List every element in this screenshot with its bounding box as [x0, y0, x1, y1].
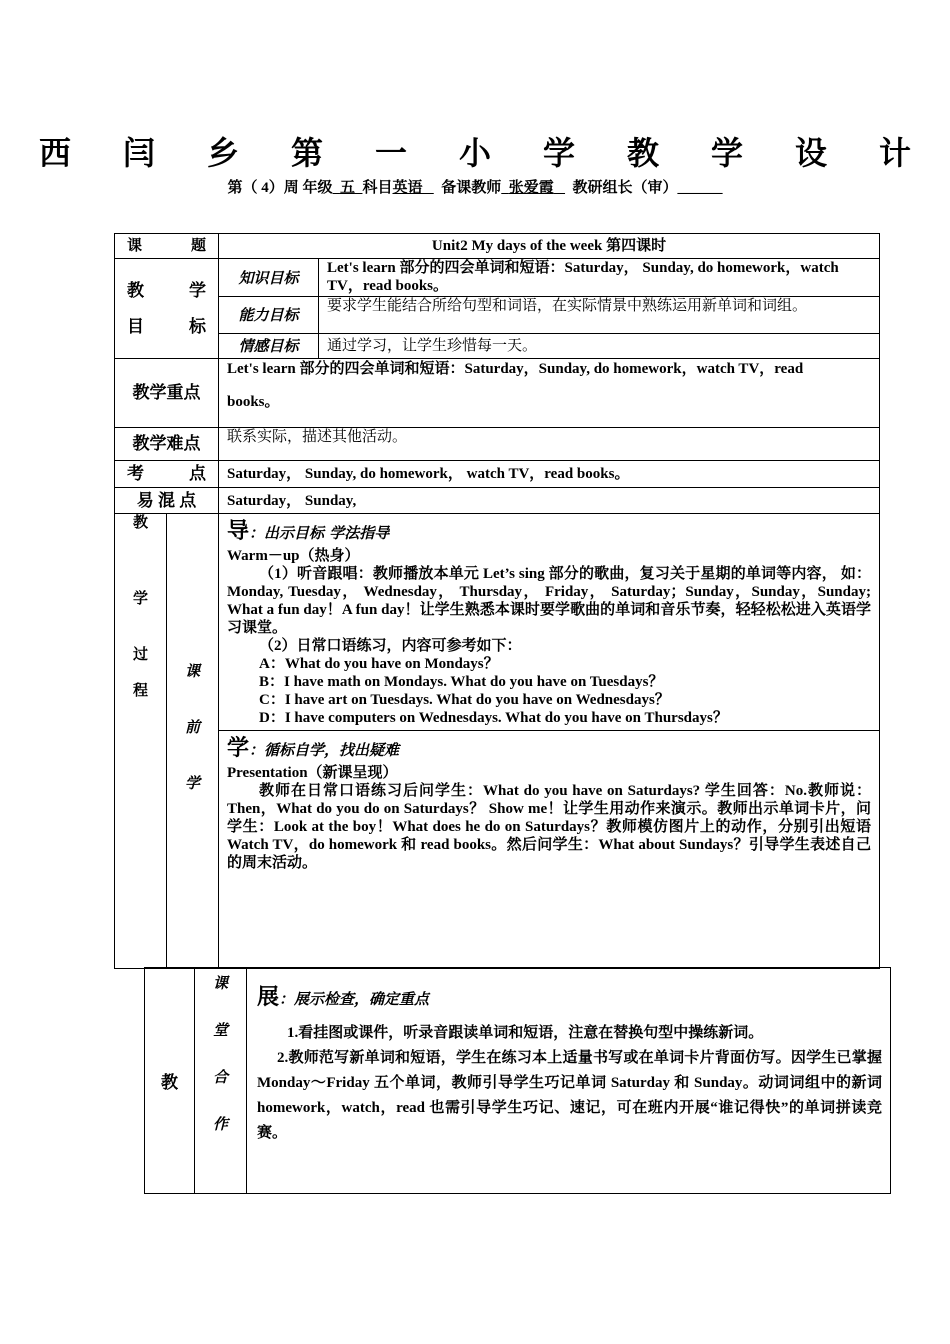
in-class-label: 课 堂 合 作 — [195, 968, 247, 1194]
show-paragraph-2: 2.教师范写新单词和短语，学生在练习本上适量书写或在单词卡片背面仿写。因学生已掌握 Monday～Friday 五个单词，教师引导学生巧记单词 Saturday 和 Sunday。动词词组中的新词 homework，watch，read 也需引导学生巧记、速记，可在班内开展“谁记得快”的单词拼读竞赛。 — [257, 1050, 882, 1141]
pre-class-label: 课 前 学 — [167, 514, 219, 969]
subject-value: 英语 — [392, 180, 423, 196]
grade-value: 五 — [339, 180, 355, 196]
knowledge-goal-text: Let's learn 部分的四会单词和短语：Saturday， Sunday, do homework，watch TV，read books。 — [319, 259, 880, 297]
ability-row — [115, 297, 880, 334]
document-title: 西 闫 乡 第 一 小 学 教 学 设 计 — [38, 135, 933, 171]
show-big-char: 展 — [257, 984, 280, 1009]
topic-label: 课 题 — [115, 234, 219, 259]
knowledge-row — [115, 259, 880, 297]
presentation-title: Presentation（新课呈现） — [227, 765, 398, 781]
guide-big-char: 导 — [227, 518, 250, 543]
teacher-label: 备课教师 — [441, 180, 502, 196]
reviewer-blank: ______ — [677, 180, 723, 196]
show-paragraph-1: 1.看挂图或课件，听录音跟读单词和短语，注意在替换句型中操练新词。 — [287, 1025, 764, 1041]
learn-big-char: 学 — [227, 735, 250, 760]
test-point-label: 考 点 — [115, 461, 219, 488]
confusing-label: 易 混 点 — [115, 488, 219, 514]
key-points-line-1: Let's learn 部分的四会单词和短语：Saturday，Sunday, do homework，watch TV，read — [227, 361, 804, 377]
guide-cell — [219, 514, 880, 731]
lesson-plan-table — [114, 233, 880, 969]
class-label: 教 — [145, 968, 195, 1194]
class-cooperation-table — [144, 967, 891, 1194]
subject-label: 科目 — [362, 180, 393, 196]
dialog-line: D：I have computers on Wednesdays. What do you have on Thursdays？ — [259, 710, 728, 726]
difficulty-label: 教学难点 — [115, 428, 219, 461]
key-points-label: 教学重点 — [115, 359, 219, 428]
emotion-row — [115, 334, 880, 359]
goals-label: 教 学 目 标 — [115, 259, 219, 359]
key-points-line-2: books。 — [227, 394, 280, 410]
key-points-row — [115, 359, 880, 428]
teacher-value: 张爱霞 — [508, 180, 554, 196]
guide-row — [115, 514, 880, 731]
guide-heading — [227, 518, 871, 547]
emotion-goal-label: 情感目标 — [219, 334, 319, 359]
key-points-text — [219, 359, 880, 428]
show-cell — [247, 968, 891, 1194]
presentation-paragraph: 教师在日常口语练习后问学生：What do you have on Saturdays? 学生回答：No.教师说：Then，What do you do on Saturdays？ Show me！让学生用动作来演示。教师出示单词卡片，问学生：Look at the boy！What does he do on Saturdays？教师模仿图片上的动作，分别引出短语 Watch TV，do homework 和 read books。然后问学生：What about Sundays？引导学生表述自己的周末活动。 — [227, 783, 871, 871]
learn-heading-text: ：循标自学，找出疑难 — [249, 741, 400, 759]
warmup-title: Warm－up（热身） — [227, 548, 360, 564]
show-heading-text: ：展示检查，确定重点 — [279, 990, 430, 1008]
ability-goal-label: 能力目标 — [219, 297, 319, 334]
ability-goal-text: 要求学生能结合所给句型和词语，在实际情景中熟练运用新单词和词组。 — [319, 297, 880, 334]
emotion-goal-text: 通过学习，让学生珍惜每一天。 — [319, 334, 880, 359]
dialog-line: C：I have art on Tuesdays. What do you have on Wednesdays？ — [259, 692, 670, 708]
test-point-row — [115, 461, 880, 488]
warmup-paragraph-1: （1）听音跟唱：教师播放本单元 Let’s sing 部分的歌曲，复习关于星期的单词等内容， 如： Monday, Tuesday， Wednesday， Thursday， Friday， Saturday；Sunday，Sunday，Sunday; What a fun day！A fun day！让学生熟悉本课时要学歌曲的单词和音乐节奏，轻轻松松进入英语学习课堂。 — [227, 566, 871, 636]
warmup-paragraph-2: （2）日常口语练习，内容可参考如下： — [259, 638, 522, 654]
dialog-line: A：What do you have on Mondays？ — [259, 656, 499, 672]
dialog-line: B：I have math on Mondays. What do you have on Tuesdays？ — [259, 674, 664, 690]
topic-value: Unit2 My days of the week 第四课时 — [219, 234, 880, 259]
reviewer-label: 教研组长（审） — [572, 180, 678, 196]
week-grade-label: 第（ 4）周 年级 — [227, 180, 333, 196]
difficulty-text: 联系实际，描述其他活动。 — [219, 428, 880, 461]
show-heading — [257, 982, 882, 1015]
confusing-row — [115, 488, 880, 514]
difficulty-row — [115, 428, 880, 461]
knowledge-goal-label: 知识目标 — [219, 259, 319, 297]
confusing-text: Saturday， Sunday, — [219, 488, 880, 514]
topic-row — [115, 234, 880, 259]
guide-heading-text: ：出示目标 学法指导 — [249, 524, 390, 542]
process-label: 教 学 过 程 — [115, 514, 167, 969]
learn-row — [115, 731, 880, 969]
header-info — [0, 176, 950, 197]
test-point-text: Saturday， Sunday, do homework， watch TV，read books。 — [219, 461, 880, 488]
learn-cell — [219, 731, 880, 969]
learn-heading — [227, 735, 871, 764]
